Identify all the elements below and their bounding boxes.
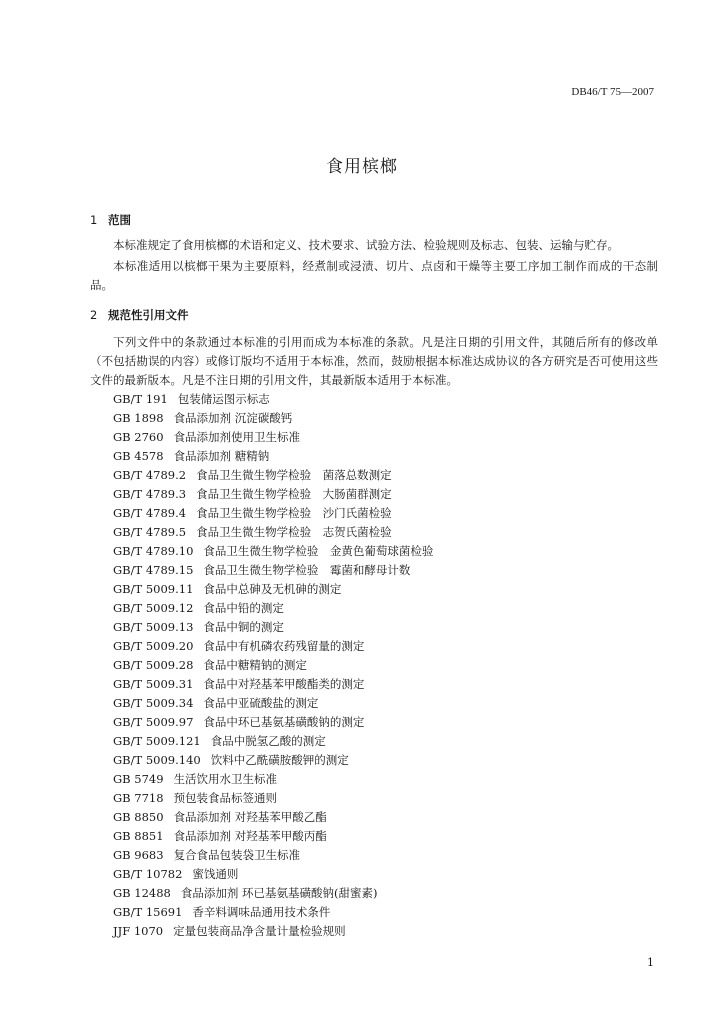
reference-code: GB/T 4789.3 (113, 487, 187, 501)
section-2-heading (90, 307, 189, 323)
reference-code: GB/T 5009.140 (113, 753, 201, 767)
reference-title: 食品卫生微生物学检验 霉菌和酵母计数 (203, 563, 411, 577)
reference-item (113, 732, 433, 751)
section-2-paragraph-1: 下列文件中的条款通过本标准的引用而成为本标准的条款。凡是注日期的引用文件，其随后所有的修改单（不包括勘误的内容）或修订版均不适用于本标准，然而，鼓励根据本标准达成协议的各方研究是否可使用这些文件的最新版本。凡是不注日期的引用文件，其最新版本适用于本标准。 (90, 335, 658, 387)
reference-title: 食品中铅的测定 (203, 601, 284, 615)
reference-title: 食品添加剂 对羟基苯甲酸丙酯 (173, 829, 327, 843)
reference-item (113, 865, 433, 884)
reference-item (113, 390, 433, 409)
reference-title: 食品添加剂 对羟基苯甲酸乙酯 (173, 810, 327, 824)
reference-title: 食品中总砷及无机砷的测定 (203, 582, 342, 596)
reference-item (113, 770, 433, 789)
reference-title: 食品中脱氢乙酸的测定 (210, 734, 326, 748)
reference-code: GB/T 15691 (113, 905, 183, 919)
reference-title: 复合食品包装袋卫生标准 (173, 848, 301, 862)
standard-number: DB46/T 75—2007 (571, 86, 654, 98)
reference-code: GB/T 4789.4 (113, 506, 187, 520)
reference-title: 食品添加剂使用卫生标准 (173, 430, 301, 444)
reference-code: GB/T 4789.15 (113, 563, 194, 577)
reference-title: 香辛料调味品通用技术条件 (192, 905, 331, 919)
reference-code: GB/T 5009.20 (113, 639, 194, 653)
reference-code: GB 1898 (113, 411, 164, 425)
reference-code: GB/T 5009.121 (113, 734, 201, 748)
reference-title: 生活饮用水卫生标准 (173, 772, 278, 786)
reference-code: GB 7718 (113, 791, 164, 805)
reference-item (113, 884, 433, 903)
reference-code: GB/T 5009.31 (113, 677, 194, 691)
reference-code: GB 12488 (113, 886, 171, 900)
reference-title: 食品添加剂 糖精钠 (173, 449, 270, 463)
reference-code: GB/T 4789.10 (113, 544, 194, 558)
reference-item (113, 504, 433, 523)
reference-title: 食品中有机磷农药残留量的测定 (203, 639, 365, 653)
reference-title: 食品中铜的测定 (203, 620, 284, 634)
reference-title: 食品中对羟基苯甲酸酯类的测定 (203, 677, 365, 691)
reference-code: GB/T 4789.2 (113, 468, 187, 482)
reference-code: GB/T 5009.97 (113, 715, 194, 729)
reference-code: GB/T 4789.5 (113, 525, 187, 539)
reference-code: GB/T 10782 (113, 867, 183, 881)
reference-title: 食品卫生微生物学检验 金黄色葡萄球菌检验 (203, 544, 434, 558)
reference-code: GB/T 5009.12 (113, 601, 194, 615)
reference-title: 包装储运图示标志 (177, 392, 270, 406)
reference-item (113, 637, 433, 656)
reference-title: 食品中亚硫酸盐的测定 (203, 696, 319, 710)
reference-code: GB 9683 (113, 848, 164, 862)
reference-title: 食品卫生微生物学检验 大肠菌群测定 (196, 487, 392, 501)
section-number: 1 (90, 213, 98, 227)
reference-title: 食品卫生微生物学检验 沙门氏菌检验 (196, 506, 392, 520)
reference-code: GB 8850 (113, 810, 164, 824)
reference-item (113, 789, 433, 808)
reference-item (113, 903, 433, 922)
reference-code: GB 2760 (113, 430, 164, 444)
reference-item (113, 447, 433, 466)
reference-item (113, 485, 433, 504)
reference-title: 食品添加剂 沉淀碳酸钙 (173, 411, 293, 425)
reference-item (113, 428, 433, 447)
reference-item (113, 618, 433, 637)
reference-title: 食品添加剂 环已基氨基磺酸钠(甜蜜素) (180, 886, 378, 900)
section-1-paragraph-2: 本标准适用以槟榔干果为主要原料，经煮制或浸渍、切片、点卤和干燥等主要工序加工制作而成的干态制品。 (90, 259, 658, 292)
reference-item (113, 561, 433, 580)
reference-code: JJF 1070 (113, 924, 164, 938)
reference-code: GB/T 5009.13 (113, 620, 194, 634)
reference-title: 食品卫生微生物学检验 菌落总数测定 (196, 468, 392, 482)
reference-title: 食品中环已基氨基磺酸钠的测定 (203, 715, 365, 729)
reference-item (113, 846, 433, 865)
reference-title: 食品中糖精钠的测定 (203, 658, 307, 672)
reference-item (113, 713, 433, 732)
reference-item (113, 808, 433, 827)
section-1-heading (90, 212, 131, 228)
section-1-paragraph-1: 本标准规定了食用槟榔的术语和定义、技术要求、试验方法、检验规则及标志、包装、运输与贮存。 (113, 238, 619, 252)
reference-title: 定量包装商品净含量计量检验规则 (173, 924, 346, 938)
reference-item (113, 599, 433, 618)
reference-item (113, 694, 433, 713)
reference-code: GB/T 5009.28 (113, 658, 194, 672)
reference-title: 饮料中乙酰磺胺酸钾的测定 (210, 753, 349, 767)
reference-code: GB/T 191 (113, 392, 168, 406)
reference-item (113, 523, 433, 542)
reference-list (113, 390, 433, 941)
reference-item (113, 656, 433, 675)
reference-item (113, 751, 433, 770)
page-number: 1 (647, 956, 654, 969)
reference-code: GB/T 5009.11 (113, 582, 194, 596)
reference-title: 预包装食品标签通则 (173, 791, 278, 805)
reference-item (113, 580, 433, 599)
reference-item (113, 922, 433, 941)
reference-item (113, 542, 433, 561)
reference-title: 食品卫生微生物学检验 志贺氏菌检验 (196, 525, 392, 539)
reference-code: GB 8851 (113, 829, 164, 843)
reference-code: GB/T 5009.34 (113, 696, 194, 710)
reference-item (113, 827, 433, 846)
reference-code: GB 5749 (113, 772, 164, 786)
reference-item (113, 409, 433, 428)
section-title: 规范性引用文件 (108, 308, 189, 322)
reference-item (113, 675, 433, 694)
document-title: 食用槟榔 (326, 157, 398, 177)
section-title: 范围 (108, 213, 131, 227)
reference-title: 蜜饯通则 (192, 867, 239, 881)
reference-item (113, 466, 433, 485)
section-number: 2 (90, 308, 98, 322)
reference-code: GB 4578 (113, 449, 164, 463)
